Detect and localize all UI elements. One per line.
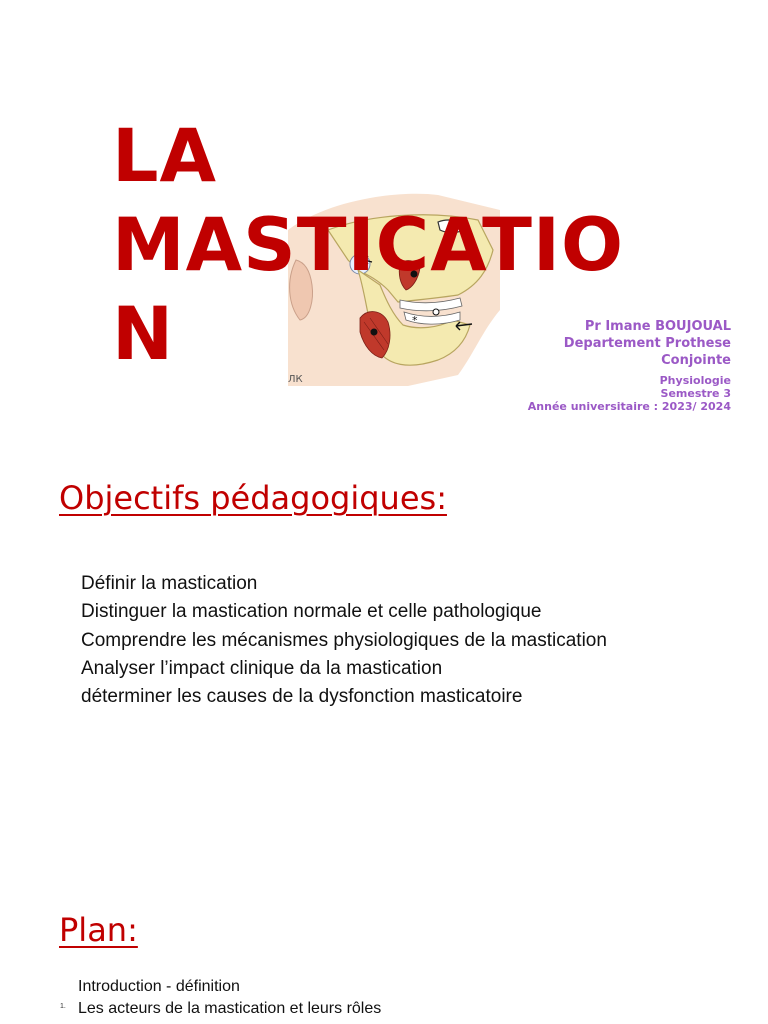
author-name: Pr Imane BOUJOUAL [584, 319, 731, 334]
plan-item-number: 1. [60, 1003, 66, 1010]
title-line-2: MASTICATIO [112, 203, 625, 288]
course-semester: Semestre 3 [660, 387, 731, 400]
objective-item: Comprendre les mécanismes physiologiques de la mastication [81, 629, 607, 651]
objectives-list [81, 570, 607, 711]
author-department-line2: Conjointe [661, 353, 731, 368]
plan-item-label: Introduction - définition [78, 978, 240, 995]
svg-text:*: * [412, 314, 418, 327]
plan-item [60, 998, 381, 1020]
objective-item: déterminer les causes de la dysfonction masticatoire [81, 686, 523, 708]
objective-item: Analyser l’impact clinique da la mastication [81, 657, 443, 679]
objective-item: Définir la mastication [81, 573, 258, 594]
course-info [528, 374, 731, 413]
plan-list [60, 976, 381, 1020]
author-department-line1: Departement Prothese [563, 336, 731, 351]
plan-item [60, 976, 381, 998]
academic-year: Année universitaire : 2023/ 2024 [527, 400, 731, 413]
slide-title [112, 112, 652, 379]
objectives-heading: Objectifs pédagogiques: [59, 479, 447, 517]
plan-heading: Plan: [59, 911, 138, 949]
course-subject: Physiologie [659, 374, 731, 387]
title-line-1: LA [112, 114, 218, 199]
title-line-3: N [112, 292, 175, 377]
objective-item: Distinguer la mastication normale et celle pathologique [81, 601, 542, 623]
svg-text:ЛК: ЛК [288, 374, 303, 385]
plan-item-label: Les acteurs de la mastication et leurs rôles [78, 1000, 382, 1017]
